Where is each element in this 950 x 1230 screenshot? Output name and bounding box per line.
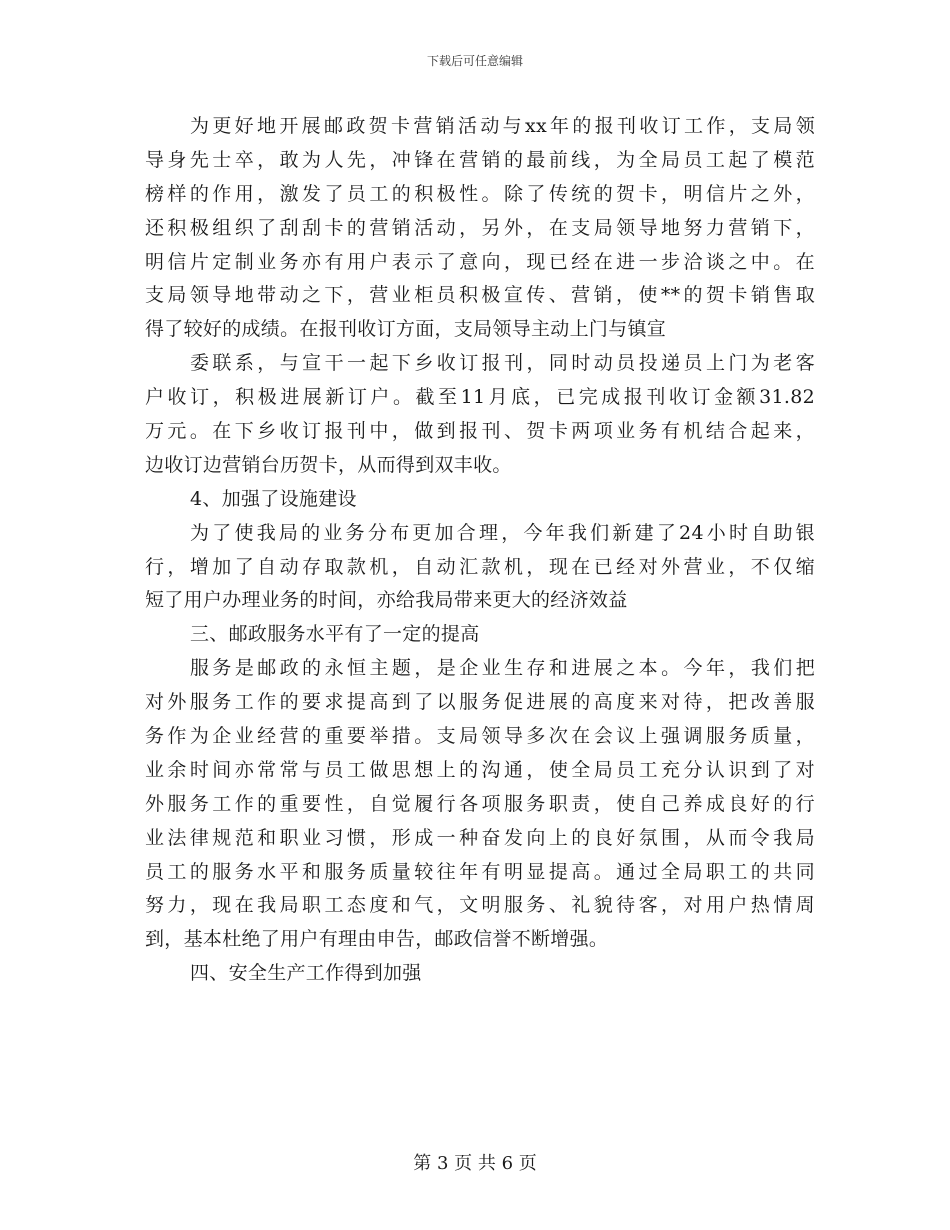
text-line: 4、加强了设施建设: [190, 487, 357, 510]
text-line: 为了使我局的业务分布更加合理，今年我们新建了24小时自助银: [190, 521, 815, 544]
paragraph: [145, 957, 815, 991]
text-line: 服务是邮政的永恒主题，是企业生存和进展之本。今年，我们把: [190, 657, 815, 680]
paragraph: [145, 483, 815, 517]
text-line: 万元。在下乡收订报刊中，做到报刊、贺卡两项业务有机结合起来，: [145, 420, 815, 443]
paragraph: [145, 517, 815, 619]
page-header: 下载后可任意编辑: [426, 54, 523, 68]
text-line: 到，基本杜绝了用户有理由申告，邮政信誉不断增强。: [145, 928, 609, 951]
text-line: 员工的服务水平和服务质量较往年有明显提高。通过全局职工的共同: [145, 860, 815, 883]
text-line: 导身先士卒，敢为人先，冲锋在营销的最前线，为全局员工起了模范: [145, 148, 815, 171]
text-line: 三、邮政服务水平有了一定的提高: [190, 623, 480, 646]
text-line: 对外服务工作的要求提高到了以服务促进展的高度来对待，把改善服: [145, 691, 815, 714]
text-line: 还积极组织了刮刮卡的营销活动，另外，在支局领导地努力营销下，: [145, 216, 815, 239]
paragraph: [145, 347, 815, 483]
text-line: 明信片定制业务亦有用户表示了意向，现已经在进一步洽谈之中。在: [145, 250, 815, 273]
text-line: 边收订边营销台历贺卡，从而得到双丰收。: [145, 453, 512, 476]
text-line: 务作为企业经营的重要举措。支局领导多次在会议上强调服务质量，: [145, 725, 815, 748]
text-line: 四、安全生产工作得到加强: [190, 962, 422, 985]
paragraph: [145, 110, 815, 347]
text-line: 外服务工作的重要性，自觉履行各项服务职责，使自己养成良好的行: [145, 792, 815, 815]
text-line: 短了用户办理业务的时间，亦给我局带来更大的经济效益: [145, 589, 628, 612]
paragraph: [145, 652, 815, 957]
text-line: 委联系，与宣干一起下乡收订报刊，同时动员投递员上门为老客: [190, 352, 815, 375]
text-line: 努力，现在我局职工态度和气，文明服务、礼貌待客，对用户热情周: [145, 894, 815, 917]
text-line: 业法律规范和职业习惯，形成一种奋发向上的良好氛围，从而令我局: [145, 826, 815, 849]
text-line: 行，增加了自动存取款机，自动汇款机，现在已经对外营业，不仅缩: [145, 555, 815, 578]
document-body: [145, 110, 815, 991]
page-number: 第 3 页 共 6 页: [413, 1153, 537, 1174]
paragraph: [145, 618, 815, 652]
text-line: 榜样的作用，激发了员工的积极性。除了传统的贺卡，明信片之外，: [145, 182, 815, 205]
text-line: 得了较好的成绩。在报刊收订方面，支局领导主动上门与镇宣: [145, 318, 667, 341]
text-line: 为更好地开展邮政贺卡营销活动与xx年的报刊收订工作，支局领: [190, 115, 815, 137]
text-line: 业余时间亦常常与员工做思想上的沟通，使全局员工充分认识到了对: [145, 758, 815, 781]
text-line: 户收订，积极进展新订户。截至11月底，已完成报刊收订金额31.82: [145, 386, 815, 409]
text-line: 支局领导地带动之下，营业柜员积极宣传、营销，使**的贺卡销售取: [145, 284, 815, 307]
